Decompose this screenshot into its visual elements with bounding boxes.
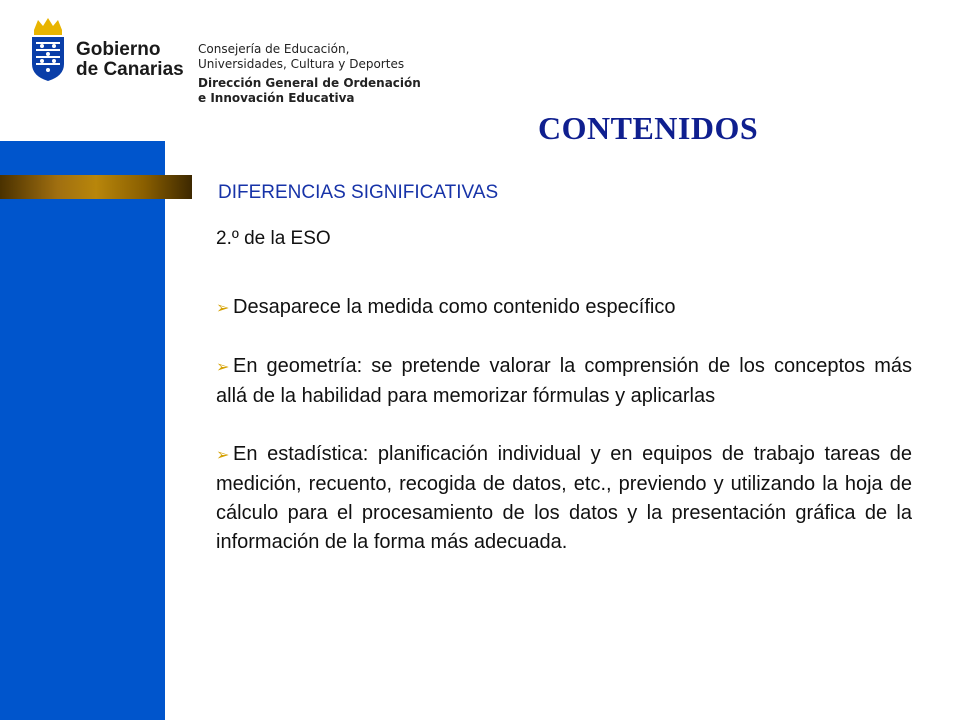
dept-line2: Universidades, Cultura y Deportes [198, 57, 405, 71]
government-name [76, 40, 184, 80]
department-info [198, 42, 421, 106]
slide-title: CONTENIDOS [538, 110, 759, 146]
bullet-text: En geometría: se pretende valorar la comprensión de los conceptos más allá de la habilidad para memorizar fórmulas y aplicarlas [216, 355, 912, 407]
gov-name-line1: Gobierno [76, 39, 161, 60]
coat-of-arms-icon [28, 16, 68, 82]
slide-subtitle: DIFERENCIAS SIGNIFICATIVAS [218, 182, 499, 203]
blue-side-bar [0, 141, 165, 720]
dept-line1: Consejería de Educación, [198, 42, 350, 56]
gobierno-logo [28, 16, 188, 86]
arrow-bullet-icon: ➢ [216, 359, 230, 376]
arrow-bullet-icon: ➢ [216, 447, 230, 464]
bullet-item [216, 293, 912, 323]
gov-name-line2: de Canarias [76, 59, 184, 80]
bullet-list [216, 293, 912, 586]
dept-line4: e Innovación Educativa [198, 91, 355, 105]
grade-label: 2.º de la ESO [216, 228, 331, 249]
dept-line3: Dirección General de Ordenación [198, 76, 421, 90]
bullet-item [216, 440, 912, 557]
arrow-bullet-icon: ➢ [216, 300, 230, 317]
bullet-text: En estadística: planificación individual y en equipos de trabajo tareas de medición, recuento, recogida de datos, etc., previendo y utilizando la hoja de cálculo para el procesamiento de los datos y la presentación gráfica de la información de la forma más adecuada. [216, 443, 912, 553]
gold-stripe [0, 175, 192, 199]
bullet-text: Desaparece la medida como contenido específico [233, 296, 676, 318]
bullet-item [216, 352, 912, 411]
